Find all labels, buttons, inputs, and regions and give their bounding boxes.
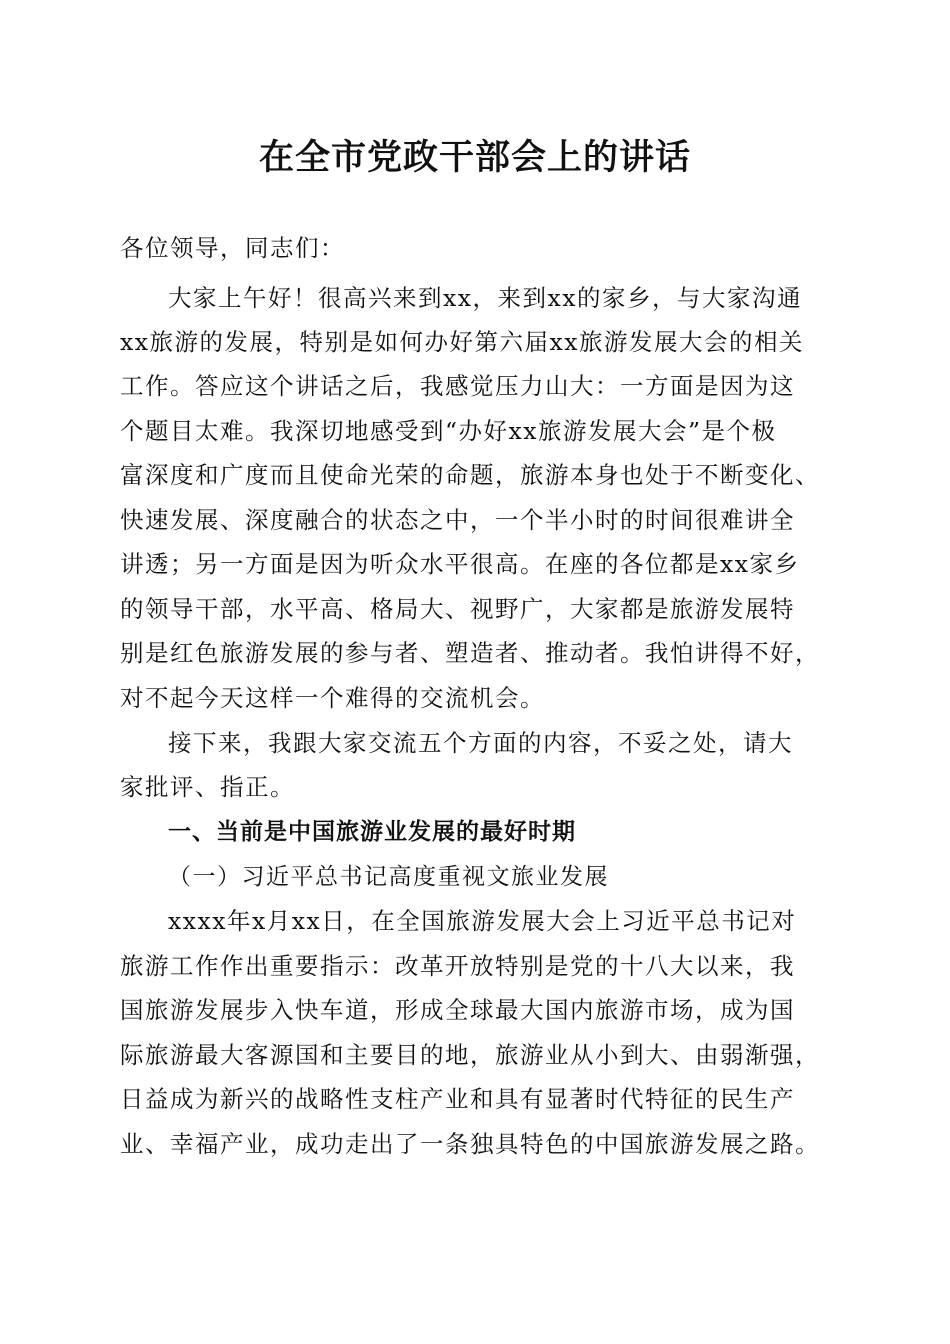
paragraph-line: 个题目太难。我深切地感受到“办好xx旅游发展大会”是个极 [120,417,777,445]
paragraph-line: 快速发展、深度融合的状态之中，一个半小时的时间很难讲全 [120,506,795,534]
paragraph-line: 的领导干部，水平高、格局大、视野广，大家都是旅游发展特 [120,595,795,623]
document-title: 在全市党政干部会上的讲话 [258,137,691,178]
paragraph-line: 讲透；另一方面是因为听众水平很高。在座的各位都是xx家乡 [120,550,800,578]
paragraph-line: 旅游工作作出重要指示：改革开放特别是党的十八大以来，我 [120,952,795,980]
paragraph-line: xxxx年x月xx日，在全国旅游发展大会上习近平总书记对 [168,907,797,935]
paragraph-line: 日益成为新兴的战略性支柱产业和具有显著时代特征的民生产 [120,1085,795,1113]
paragraph-line: 别是红色旅游发展的参与者、塑造者、推动者。我怕讲得不好， [120,639,820,667]
paragraph-line: xx旅游的发展，特别是如何办好第六届xx旅游发展大会的相关 [120,328,805,356]
paragraph-line: 家批评、指正。 [120,773,295,801]
section-heading: 一、当前是中国旅游业发展的最好时期 [168,819,576,845]
paragraph-line: 对不起今天这样一个难得的交流机会。 [120,684,545,712]
paragraph-line: 工作。答应这个讲话之后，我感觉压力山大：一方面是因为这 [120,372,795,400]
paragraph-line: 富深度和广度而且使命光荣的命题，旅游本身也处于不断变化、 [120,461,820,489]
salutation-line: 各位领导，同志们： [120,234,345,262]
paragraph-line: 际旅游最大客源国和主要目的地，旅游业从小到大、由弱渐强， [120,1041,820,1069]
subsection-heading: （一）习近平总书记高度重视文旅业发展 [168,864,609,890]
paragraph-line: 接下来，我跟大家交流五个方面的内容，不妥之处，请大 [168,729,793,757]
paragraph-line: 大家上午好！很高兴来到xx，来到xx的家乡，与大家沟通 [168,284,803,312]
paragraph-line: 业、幸福产业，成功走出了一条独具特色的中国旅游发展之路。 [120,1130,820,1158]
paragraph-line: 国旅游发展步入快车道，形成全球最大国内旅游市场，成为国 [120,996,795,1024]
